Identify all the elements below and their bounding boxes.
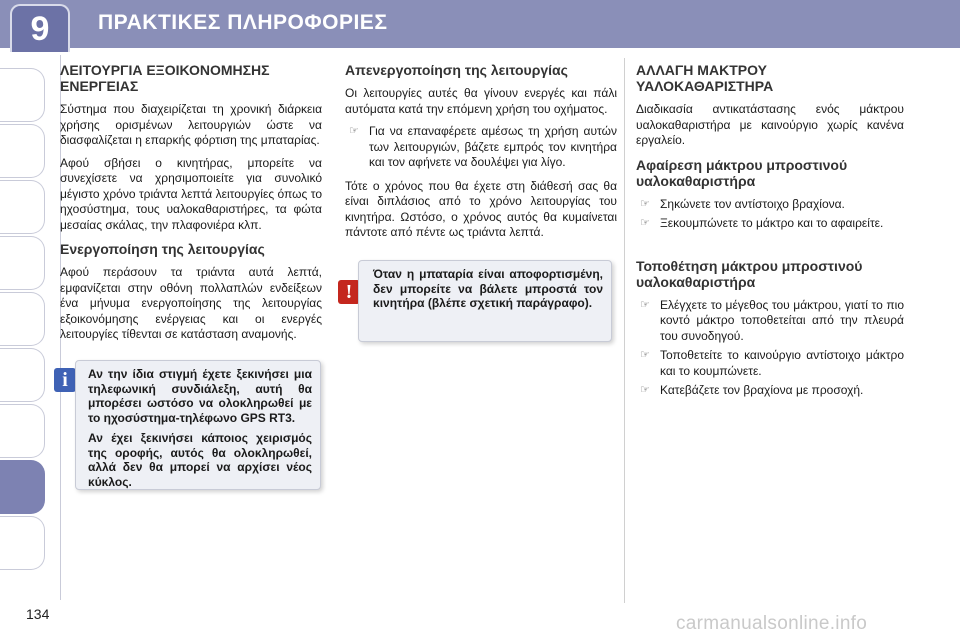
side-tab-2[interactable] [0,124,45,178]
subsection-heading: Τοποθέτηση μάκτρου μπροστινού υαλοκαθαριστήρα [636,257,863,290]
info-note [75,360,321,490]
info-icon: i [54,368,76,392]
list-item: ☞ Σηκώνετε τον αντίστοιχο βραχίονα. [640,196,845,211]
paragraph: Σύστημα που διαχειρίζεται τη χρονική διάρκεια χρήσης ορισμένων λειτουργιών ώστε να διασφαλίζεται η επαρκής φόρτιση της μπαταρίας. [60,102,322,147]
paragraph: Τότε ο χρόνος που θα έχετε στη διάθεσή σας θα είναι διπλάσιος από το χρόνο λειτουργίας του κινητήρα. Ωστόσο, ο χρόνος αυτός θα κυμαίνεται πάντοτε από πέντε ως τριάντα λεπτά. [345,178,617,239]
section-heading: Απενεργοποίηση της λειτουργίας [345,62,568,78]
side-tab-1[interactable] [0,68,45,122]
paragraph: Αφού περάσουν τα τριάντα αυτά λεπτά, εμφανίζεται στην οθόνη πολλαπλών ενδείξεων ένα μήνυμα ενεργοποίησης της λειτουργίας εξοικονόμησης ενέργειας και οι ενεργές λειτουργίες τίθενται σε κατάσταση αναμονής. [60,265,322,341]
side-tab-7[interactable] [0,404,45,458]
side-tab-5[interactable] [0,292,45,346]
pointing-hand-icon: ☞ [349,125,359,137]
side-tab-6[interactable] [0,348,45,402]
chapter-number: 9 [30,10,50,48]
paragraph: Αφού σβήσει ο κινητήρας, μπορείτε να συνεχίσετε να χρησιμοποιείτε για συνολικό μέγιστο χρόνο τριάντα λεπτά λειτουργίες όπως το ηχοσύστημα, τους υαλοκαθαριστήρες, τα φώτα μεσαίας σκάλας, την πλαφονιέρα κλπ. [60,155,322,232]
side-tab-3[interactable] [0,180,45,234]
list-item: ☞ Ξεκουμπώνετε το μάκτρο και το αφαιρείτε. [640,216,884,230]
column-energy-saving [60,62,322,350]
pointing-hand-icon: ☞ [640,384,650,396]
subsection-heading: Ενεργοποίηση της λειτουργίας [60,241,265,257]
pointing-hand-icon: ☞ [640,349,650,361]
list-item: ☞ Ελέγχετε το μέγεθος του μάκτρου, γιατί το πιο κοντό μάκτρο τοποθετείται από την πλευρά του συνοδηγού. [640,297,904,343]
list-item: ☞ Τοποθετείτε το καινούργιο αντίστοιχο μάκτρο και το κουμπώνετε. [640,348,904,378]
column-wiper-blade [636,62,904,407]
side-tab-4[interactable] [0,236,45,290]
column-deactivation [345,62,617,248]
section-heading: ΑΛΛΑΓΗ ΜΑΚΤΡΟΥ ΥΑΛΟΚΑΘΑΡΙΣΤΗΡΑ [636,62,774,94]
bullet-list [345,124,617,171]
pointing-hand-icon: ☞ [640,217,650,229]
paragraph: Οι λειτουργίες αυτές θα γίνουν ενεργές και πάλι αυτόματα κατά την επόμενη χρήση του οχήματος. [345,86,617,116]
page-title: ΠΡΑΚΤΙΚΕΣ ΠΛΗΡΟΦΟΡΙΕΣ [98,11,388,34]
bullet-list [636,197,904,232]
side-tab-9[interactable] [0,516,45,570]
pointing-hand-icon: ☞ [640,197,650,210]
list-item: ☞ Κατεβάζετε τον βραχίονα με προσοχή. [640,383,864,397]
warning-note-text: Όταν η μπαταρία είναι αποφορτισμένη, δεν μπορείτε να βάλετε μπροστά τον κινητήρα (βλέπε σχετική παράγραφο). [373,267,603,310]
info-note-text: Αν έχει ξεκινήσει κάποιος χειρισμός της οροφής, αυτός θα ολοκληρωθεί, αλλά δεν θα μπορεί να αρχίσει νέος κύκλος. [88,431,312,489]
bullet-list [636,298,904,399]
pointing-hand-icon: ☞ [640,298,650,311]
warning-icon: ! [338,280,360,304]
info-note-text: Αν την ίδια στιγμή έχετε ξεκινήσει μια τηλεφωνική συνδιάλεξη, αυτή θα μπορέσει ωστόσο να ολοκληρωθεί με το ηχοσύστημα-τηλέφωνο GPS RT3. [88,367,312,425]
section-heading: ΛΕΙΤΟΥΡΓΙΑ ΕΞΟΙΚΟΝΟΜΗΣΗΣ ΕΝΕΡΓΕΙΑΣ [60,62,270,94]
column-divider [624,58,625,603]
side-tab-active[interactable] [0,460,45,514]
subsection-heading: Αφαίρεση μάκτρου μπροστινού υαλοκαθαριστήρα [636,156,848,189]
list-item: ☞ Για να επαναφέρετε αμέσως τη χρήση αυτών των λειτουργιών, βάζετε εμπρός τον κινητήρα και τον αφήνετε να δουλέψει για λίγο. [349,124,617,169]
watermark: carmanualsonline.info [676,613,868,634]
chapter-tab [10,4,70,52]
warning-note [358,260,612,342]
page-number: 134 [26,606,50,622]
paragraph: Διαδικασία αντικατάστασης ενός μάκτρου υαλοκαθαριστήρα με καινούργιο χωρίς κανένα εργαλείο. [636,102,904,147]
